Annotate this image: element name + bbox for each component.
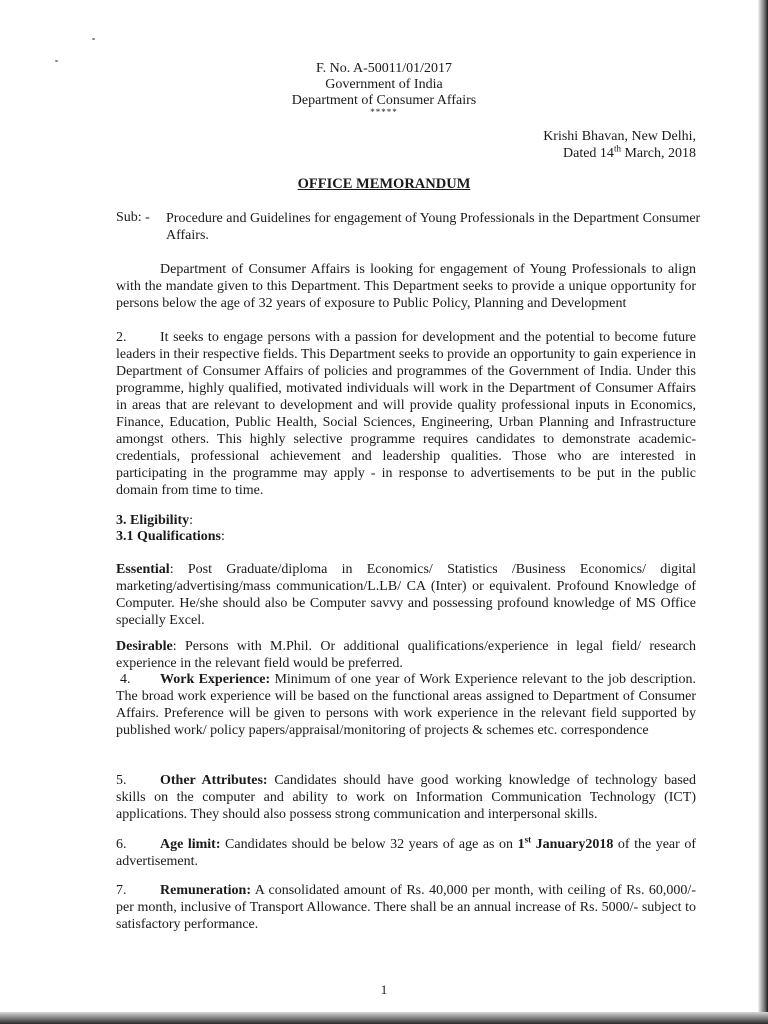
essential-label: Essential	[116, 562, 170, 577]
other-attributes-text: Candidates should have good working knowledge of technology based skills on the computer and ability to work on Information Communication Technology (ICT) applications. They should also possess strong communication and interpersonal skills.	[116, 773, 696, 822]
date-prefix: Dated 14	[563, 146, 614, 161]
essential-paragraph	[116, 561, 696, 629]
age-date-day: 1	[517, 837, 525, 852]
work-experience-text: Minimum of one year of Work Experience relevant to the job description. The broad work experience will be based on the functional areas assigned to Department of Consumer Affairs. Preference will be given to persons with work experience in the relevant field supported by published work/ policy papers/appraisal/monitoring of projects & schemes etc. correspondence	[116, 672, 696, 738]
paragraph-1: Department of Consumer Affairs is looking for engagement of Young Professionals to align with the mandate given to this Department. This Department seeks to provide a unique opportunity for persons below the age of 32 years of exposure to Public Policy, Planning and Development	[116, 262, 696, 311]
age-limit-label: Age limit:	[160, 837, 221, 852]
eligibility-label: 3. Eligibility	[116, 513, 190, 528]
para-5-number: 5.	[116, 773, 127, 788]
other-attributes-paragraph	[116, 772, 696, 823]
date-sup: th	[613, 143, 621, 154]
age-date-sup: st	[524, 834, 532, 845]
desirable-text: : Persons with M.Phil. Or additional qualifications/experience in legal field/ research experience in the relevant field would be preferred.	[116, 639, 696, 671]
scan-edge-right	[758, 0, 768, 1024]
age-date-rest: January2018	[531, 837, 614, 852]
qualifications-label: 3.1 Qualifications	[116, 529, 222, 544]
header-stars: *****	[370, 107, 398, 117]
para-6-number: 6.	[116, 837, 127, 852]
remuneration-paragraph	[116, 882, 696, 933]
department-name: Department of Consumer Affairs	[291, 93, 477, 108]
eligibility-colon: :	[189, 513, 194, 528]
para-2-text: It seeks to engage persons with a passion for development and the potential to become future leaders in their respective fields. This Department seeks to provide an opportunity to gain experience in Department of Consumer Affairs of policies and programmes of the Government of India. Under this programme, highly qualified, motivated individuals will work in the Department of Consumer Affairs in areas that are relevant to development and will provide quality professional inputs in Economics, Finance, Education, Public Health, Social Sciences, Engineering, Urban Planning and Infrastructure amongst others. This highly selective programme requires candidates to demonstrate academic- credentials, professional achievement and leadership qualities. Those who are interested in participating in the programme may apply - in response to advertisements to be put in the public domain from time to time.	[116, 330, 696, 498]
para-4-number: 4.	[120, 672, 131, 687]
file-number: F. No. A-50011/01/2017	[315, 61, 453, 76]
work-experience-label: Work Experience:	[160, 672, 271, 687]
qualifications-heading	[116, 528, 696, 545]
age-limit-text: Candidates should be below 32 years of age as on	[220, 837, 518, 852]
memo-title: OFFICE MEMORANDUM	[297, 176, 471, 192]
date-suffix: March, 2018	[620, 146, 696, 161]
subject-text: Procedure and Guidelines for engagement of Young Professionals in the Department Consumer Affairs.	[166, 211, 701, 243]
remuneration-label: Remuneration:	[160, 883, 251, 898]
age-limit-paragraph	[116, 836, 696, 870]
scan-edge-bottom	[0, 1012, 768, 1024]
para-7-number: 7.	[116, 883, 127, 898]
eligibility-heading	[116, 512, 696, 529]
date-line	[563, 145, 696, 162]
government-name: Government of India	[325, 77, 443, 92]
desirable-paragraph	[116, 638, 696, 672]
remuneration-text: A consolidated amount of Rs. 40,000 per month, with ceiling of Rs. 60,000/- per month, inclusive of Transport Allowance. There shall be an annual increase of Rs. 5000/- subject to satisfactory performance.	[116, 883, 696, 932]
para-2-number: 2.	[116, 330, 127, 345]
paragraph-2	[116, 329, 696, 499]
essential-text: : Post Graduate/diploma in Economics/ Statistics /Business Economics/ digital marketing/advertising/mass communication/L.LB/ CA (Inter) or equivalent. Profound Knowledge of Computer. He/she should also be Computer savvy and possessing profound knowledge of MS Office specially Excel.	[116, 562, 696, 628]
subject-label: Sub: -	[116, 210, 150, 225]
other-attributes-label: Other Attributes:	[160, 773, 268, 788]
location: Krishi Bhavan, New Delhi,	[543, 129, 696, 144]
qualifications-colon: :	[221, 529, 225, 544]
scan-speck	[92, 38, 95, 40]
age-limit-tail: of the year of advertisement.	[116, 837, 696, 869]
page-number: 1	[380, 982, 388, 997]
work-experience-paragraph	[116, 671, 696, 739]
desirable-label: Desirable	[116, 639, 173, 654]
